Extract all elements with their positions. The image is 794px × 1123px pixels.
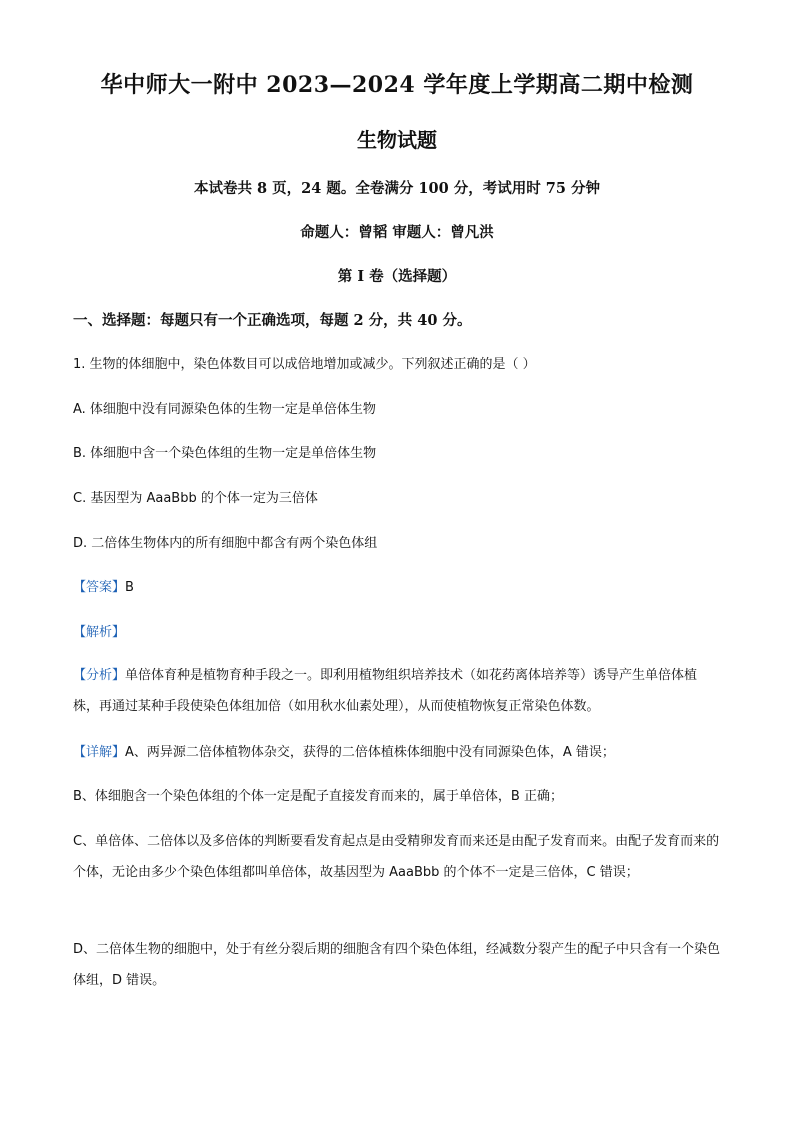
question-stem: 1. 生物的体细胞中，染色体数目可以成倍地增加或减少。下列叙述正确的是（ ）	[73, 357, 536, 372]
xiangjie-b: B、体细胞含一个染色体组的个体一定是配子直接发育而来的，属于单倍体，B 正确；	[73, 789, 563, 804]
xiangjie-c: C、单倍体、二倍体以及多倍体的判断要看发育起点是由受精卵发育而来还是由配子发育而来。由配子发育而来的个体，无论由多少个染色体组都叫单倍体，故基因型为 AaaBbb 的个体不一定是三倍体，C 错误；	[73, 834, 720, 880]
xiangjie-tag: 【详解】	[73, 745, 126, 760]
xiangjie-a-text: A、两异源二倍体植物体杂交，获得的二倍体植株体细胞中没有同源染色体，A 错误；	[125, 745, 615, 760]
exam-subtitle: 生物试题	[357, 128, 437, 152]
volume-heading: 第 I 卷（选择题）	[337, 268, 457, 285]
exam-authors: 命题人：曾韬 审题人：曾凡洪	[300, 224, 494, 241]
option-b: B. 体细胞中含一个染色体组的生物一定是单倍体生物	[73, 446, 377, 461]
option-d: D. 二倍体生物体内的所有细胞中都含有两个染色体组	[73, 536, 378, 551]
option-c: C. 基因型为 AaaBbb 的个体一定为三倍体	[73, 491, 318, 506]
xiangjie-d: D、二倍体生物的细胞中，处于有丝分裂后期的细胞含有四个染色体组，经减数分裂产生的配子中只含有一个染色体组，D 错误。	[73, 942, 721, 988]
fenxi-tag: 【分析】	[73, 668, 126, 683]
answer-value: B	[125, 580, 134, 595]
answer-tag: 【答案】	[73, 580, 126, 595]
xiangjie-a	[73, 743, 723, 763]
answer-line	[73, 578, 723, 598]
exam-title: 华中师大一附中 2023—2024 学年度上学期高二期中检测	[100, 72, 694, 98]
fenxi-text: 单倍体育种是植物育种手段之一。即利用植物组织培养技术（如花药离体培养等）诱导产生单倍体植株，再通过某种手段使染色体组加倍（如用秋水仙素处理），从而使植物恢复正常染色体数。	[73, 668, 698, 714]
analysis-tag: 【解析】	[73, 625, 126, 640]
option-a: A. 体细胞中没有同源染色体的生物一定是单倍体生物	[73, 402, 376, 417]
exam-info: 本试卷共 8 页，24 题。全卷满分 100 分，考试用时 75 分钟	[193, 180, 601, 197]
fenxi-paragraph	[73, 660, 723, 722]
section-heading: 一、选择题：每题只有一个正确选项，每题 2 分，共 40 分。	[73, 312, 472, 329]
